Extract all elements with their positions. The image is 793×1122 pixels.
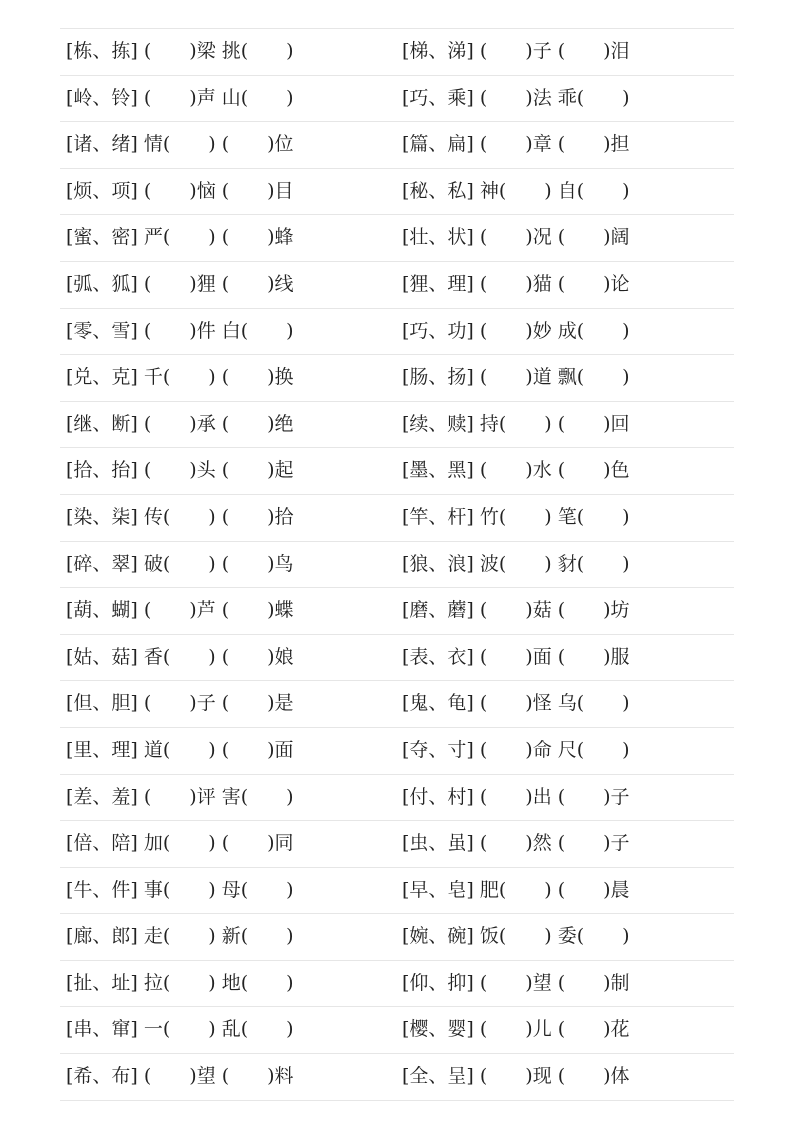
exercise-right: [肠、扬] ( )道 飘( ) xyxy=(402,366,630,389)
exercise-left: [岭、铃] ( )声 山( ) xyxy=(66,86,294,109)
exercise-left: [姑、菇] 香( ) ( )娘 xyxy=(66,645,294,668)
exercise-left: [弧、狐] ( )狸 ( )线 xyxy=(66,272,294,295)
exercise-row xyxy=(60,494,734,541)
exercise-left: [串、窜] 一( ) 乱( ) xyxy=(66,1018,294,1041)
exercise-row xyxy=(60,774,734,821)
exercise-right: [巧、功] ( )妙 成( ) xyxy=(402,319,630,342)
exercise-right: [婉、碗] 饭( ) 委( ) xyxy=(402,925,630,948)
exercise-row xyxy=(60,354,734,401)
exercise-left: [廊、郎] 走( ) 新( ) xyxy=(66,925,294,948)
exercise-row xyxy=(60,1006,734,1053)
exercise-right: [墨、黑] ( )水 ( )色 xyxy=(402,459,630,482)
exercise-left: [但、胆] ( )子 ( )是 xyxy=(66,692,294,715)
exercise-row xyxy=(60,447,734,494)
exercise-left: [兑、克] 千( ) ( )换 xyxy=(66,366,294,389)
exercise-left: [倍、陪] 加( ) ( )同 xyxy=(66,832,294,855)
exercise-row xyxy=(60,401,734,448)
exercise-right: [夺、寸] ( )命 尺( ) xyxy=(402,738,630,761)
exercise-row xyxy=(60,168,734,215)
exercise-right: [虫、虽] ( )然 ( )子 xyxy=(402,832,630,855)
exercise-row xyxy=(60,634,734,681)
exercise-right: [磨、蘑] ( )菇 ( )坊 xyxy=(402,599,630,622)
exercise-right: [樱、婴] ( )儿 ( )花 xyxy=(402,1018,630,1041)
exercise-right: [全、呈] ( )现 ( )体 xyxy=(402,1065,630,1088)
exercise-row xyxy=(60,867,734,914)
exercise-left: [差、羞] ( )评 害( ) xyxy=(66,785,294,808)
exercise-row xyxy=(60,121,734,168)
exercise-row xyxy=(60,75,734,122)
exercise-right: [续、赎] 持( ) ( )回 xyxy=(402,412,630,435)
exercise-right: [狼、浪] 波( ) 豺( ) xyxy=(402,552,630,575)
exercise-row xyxy=(60,913,734,960)
exercise-left: [碎、翠] 破( ) ( )鸟 xyxy=(66,552,294,575)
exercise-right: [仰、抑] ( )望 ( )制 xyxy=(402,971,630,994)
exercise-right: [篇、扁] ( )章 ( )担 xyxy=(402,133,630,156)
exercise-row xyxy=(60,1053,734,1101)
exercise-right: [壮、状] ( )况 ( )阔 xyxy=(402,226,630,249)
exercise-left: [染、柒] 传( ) ( )拾 xyxy=(66,505,294,528)
exercise-right: [梯、涕] ( )子 ( )泪 xyxy=(402,40,630,62)
exercise-left: [牛、件] 事( ) 母( ) xyxy=(66,878,294,901)
exercise-left: [诸、绪] 情( ) ( )位 xyxy=(66,133,294,156)
exercise-row xyxy=(60,214,734,261)
exercise-left: [继、断] ( )承 ( )绝 xyxy=(66,412,294,435)
exercise-left: [里、理] 道( ) ( )面 xyxy=(66,738,294,761)
exercise-row xyxy=(60,680,734,727)
exercise-left: [零、雪] ( )件 白( ) xyxy=(66,319,294,342)
exercise-row xyxy=(60,261,734,308)
exercise-right: [付、村] ( )出 ( )子 xyxy=(402,785,630,808)
exercise-left: [扯、址] 拉( ) 地( ) xyxy=(66,971,294,994)
worksheet xyxy=(60,28,734,1101)
exercise-right: [秘、私] 神( ) 自( ) xyxy=(402,179,630,202)
exercise-left: [栋、拣] ( )梁 挑( ) xyxy=(66,40,294,62)
exercise-left: [葫、蝴] ( )芦 ( )蝶 xyxy=(66,599,294,622)
exercise-row xyxy=(60,28,734,75)
exercise-row xyxy=(60,308,734,355)
exercise-left: [蜜、密] 严( ) ( )蜂 xyxy=(66,226,294,249)
exercise-row xyxy=(60,541,734,588)
exercise-row xyxy=(60,960,734,1007)
exercise-left: [烦、项] ( )恼 ( )目 xyxy=(66,179,294,202)
exercise-right: [早、皂] 肥( ) ( )晨 xyxy=(402,878,630,901)
exercise-row xyxy=(60,820,734,867)
exercise-right: [巧、乘] ( )法 乖( ) xyxy=(402,86,630,109)
exercise-right: [鬼、龟] ( )怪 乌( ) xyxy=(402,692,630,715)
exercise-row xyxy=(60,727,734,774)
exercise-left: [拾、抬] ( )头 ( )起 xyxy=(66,459,294,482)
exercise-left: [希、布] ( )望 ( )料 xyxy=(66,1065,294,1088)
exercise-right: [狸、理] ( )猫 ( )论 xyxy=(402,272,630,295)
exercise-right: [竿、杆] 竹( ) 笔( ) xyxy=(402,505,630,528)
exercise-right: [表、衣] ( )面 ( )服 xyxy=(402,645,630,668)
exercise-row xyxy=(60,587,734,634)
